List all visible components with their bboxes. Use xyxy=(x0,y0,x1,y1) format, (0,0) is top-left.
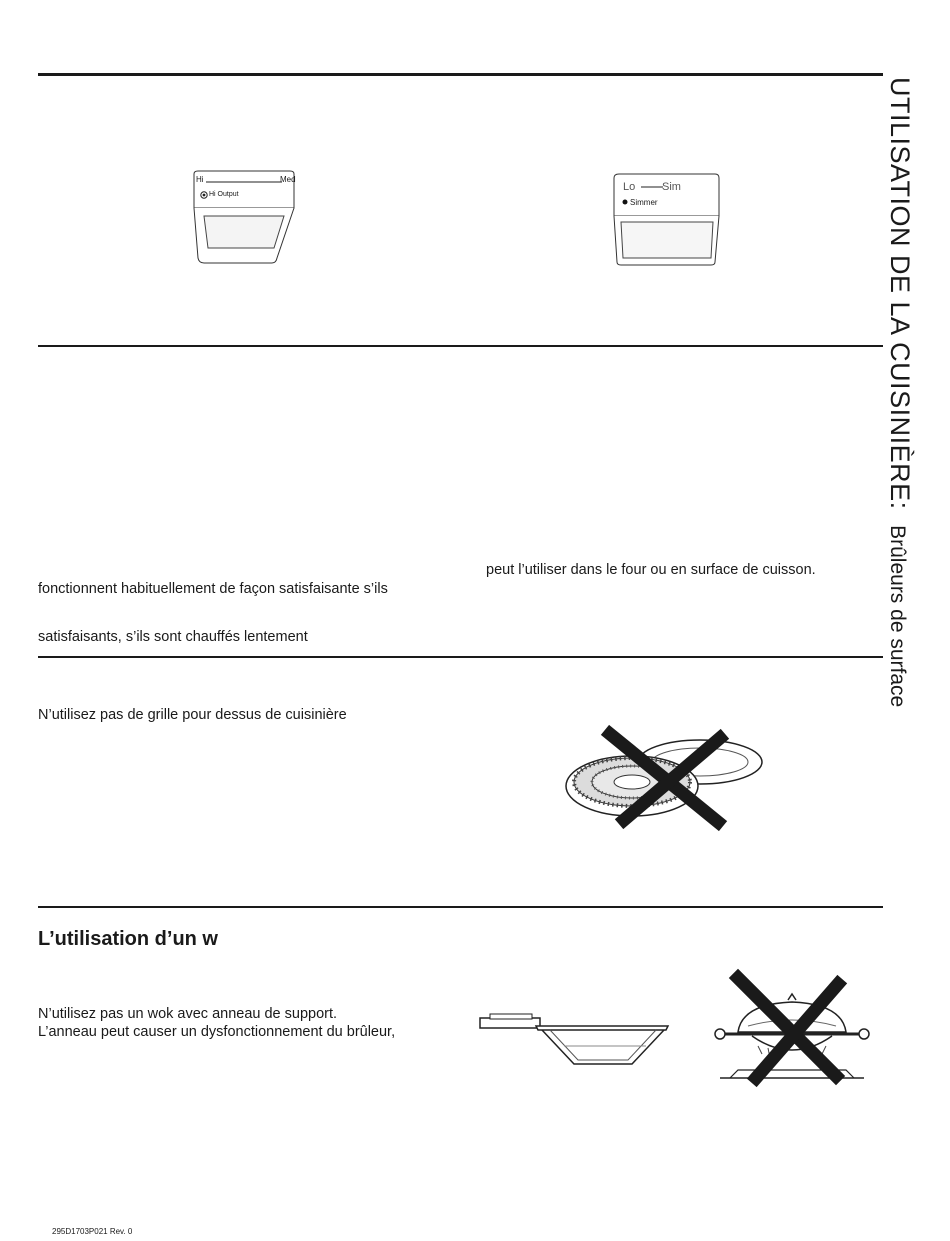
side-title-sub: Brûleurs de surface xyxy=(886,525,909,708)
knob-right-sim: Sim xyxy=(662,181,681,193)
section2-line-right: peut l’utiliser dans le four ou en surface de cuisson. xyxy=(486,562,816,578)
section-rule-2 xyxy=(38,656,883,658)
knob-right-simmer: Simmer xyxy=(630,198,658,207)
section-rule-3 xyxy=(38,906,883,908)
knob-right-lo: Lo xyxy=(623,181,636,193)
top-rule xyxy=(38,73,883,76)
section4-line-1: N’utilisez pas un wok avec anneau de support. xyxy=(38,1006,338,1022)
stovetop-grill-crossed-illustration xyxy=(560,722,780,832)
section4-heading: L’utilisation d’un w xyxy=(38,928,218,950)
knob-left-hi: Hi xyxy=(196,175,204,184)
section3-line: N’utilisez pas de grille pour dessus de cuisinière xyxy=(38,707,347,723)
section2-line-left-1: fonctionnent habituellement de façon satisfaisante s’ils xyxy=(38,581,388,597)
knob-left-med: Med xyxy=(280,175,296,184)
section2-line-left-2: satisfaisants, s’ils sont chauffés lentement xyxy=(38,629,308,645)
section-rule-1 xyxy=(38,345,883,347)
section4-line-2: L’anneau peut causer un dysfonctionnement du brûleur, xyxy=(38,1024,396,1040)
side-title-main: UTILISATION DE LA CUISINIÈRE: xyxy=(885,77,915,510)
side-title xyxy=(884,77,915,707)
wok-on-burner-crossed-illustration xyxy=(712,974,872,1084)
knob-left-output: Hi Output xyxy=(209,191,239,198)
document-code: 295D1703P021 Rev. 0 xyxy=(52,1227,133,1236)
wok-support-ring-illustration xyxy=(476,1012,676,1072)
